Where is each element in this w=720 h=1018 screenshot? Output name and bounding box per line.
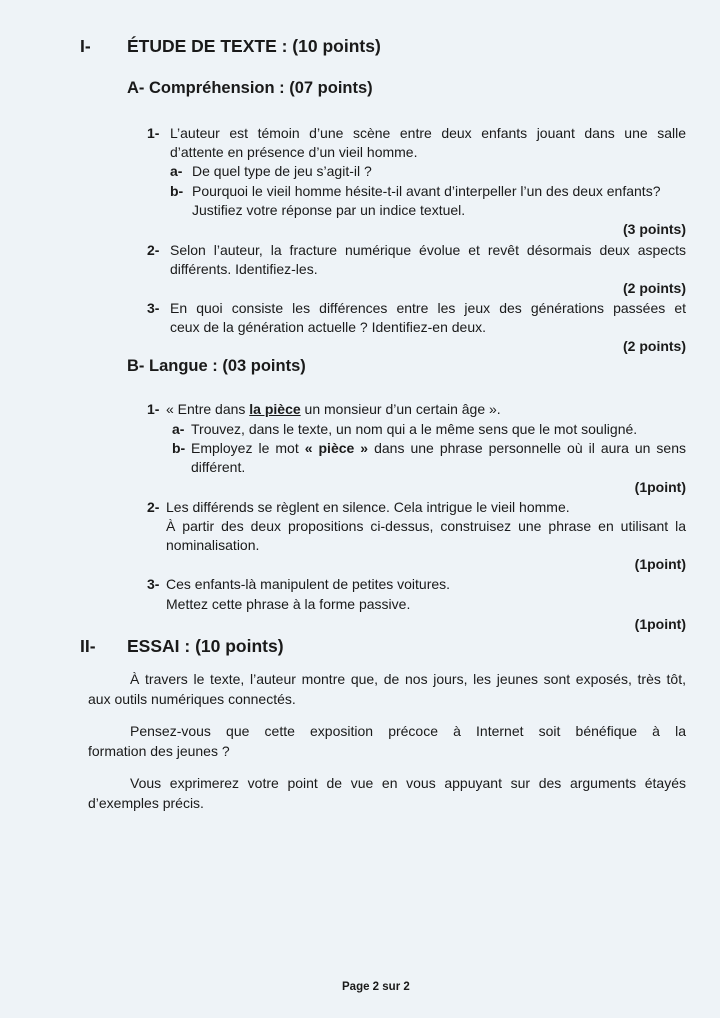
b-q1-quote-underlined: la pièce [249, 401, 301, 417]
b-q3-line1: Ces enfants-là manipulent de petites voitures. [166, 576, 451, 592]
b-q3-line2: Mettez cette phrase à la forme passive. [166, 596, 411, 612]
b-q2-points: (1point) [634, 556, 686, 572]
section1-number: I- [80, 36, 91, 56]
essay-p1-line2: aux outils numériques connectés. [88, 691, 296, 707]
a-q1-line1: L’auteur est témoin d’une scène entre deux enfants jouant dans une salle [170, 125, 686, 141]
a-q1-number: 1- [147, 125, 160, 141]
b-q1-b-pre: Employez le mot [191, 440, 305, 456]
a-q3-points: (2 points) [623, 338, 686, 354]
b-q1-quote-post: un monsieur d’un certain âge ». [300, 401, 501, 417]
b-q1-b-bold: « pièce » [304, 440, 369, 456]
b-q1-quote-pre: « Entre dans [166, 401, 250, 417]
a-q1-a-label: a- [170, 163, 183, 179]
subsection-a-title: A- Compréhension : (07 points) [127, 79, 373, 97]
a-q2-points: (2 points) [623, 280, 686, 296]
b-q3-number: 3- [147, 576, 160, 592]
b-q1-a-label: a- [172, 421, 185, 437]
essay-p3-line1: Vous exprimerez votre point de vue en vous appuyant sur des arguments étayés [130, 775, 686, 791]
a-q1-line2: d’attente en présence d’un vieil homme. [170, 144, 418, 160]
b-q1-b-post: dans une phrase personnelle où il aura un sens [368, 440, 687, 456]
b-q2-line1: Les différends se règlent en silence. Cela intrigue le vieil homme. [166, 499, 570, 515]
essay-p3-line2: d’exemples précis. [88, 795, 204, 811]
b-q1-b-label: b- [172, 440, 186, 456]
a-q1-b-label: b- [170, 183, 184, 199]
b-q2-number: 2- [147, 499, 160, 515]
a-q1-points: (3 points) [623, 221, 686, 237]
b-q2-line3: nominalisation. [166, 537, 260, 553]
a-q1-b-line2: Justifiez votre réponse par un indice textuel. [192, 202, 466, 218]
a-q3-number: 3- [147, 300, 160, 316]
b-q1-a-text: Trouvez, dans le texte, un nom qui a le même sens que le mot souligné. [191, 421, 638, 437]
b-q1-b-line2: différent. [191, 459, 246, 475]
a-q2-line1: Selon l’auteur, la fracture numérique évolue et revêt désormais deux aspects [170, 242, 686, 258]
a-q1-b-line1: Pourquoi le vieil homme hésite-t-il avant d’interpeller l’un des deux enfants? [192, 183, 661, 199]
essay-p1-line1: À travers le texte, l’auteur montre que, de nos jours, les jeunes sont exposés, très tôt, [130, 671, 686, 687]
b-q2-line2: À partir des deux propositions ci-dessus, construisez une phrase en utilisant la [166, 518, 686, 534]
b-q1-points: (1point) [634, 479, 686, 495]
essay-p2-line2: formation des jeunes ? [88, 743, 230, 759]
section2-number: II- [80, 636, 96, 656]
a-q2-number: 2- [147, 242, 160, 258]
section1-title: ÉTUDE DE TEXTE : (10 points) [127, 36, 381, 56]
b-q1-b-line1 [191, 439, 686, 458]
b-q3-points: (1point) [634, 616, 686, 632]
a-q3-line2: ceux de la génération actuelle ? Identifiez-en deux. [170, 319, 486, 335]
subsection-b-title: B- Langue : (03 points) [127, 357, 306, 375]
section2-title: ESSAI : (10 points) [127, 636, 284, 656]
a-q1-a-text: De quel type de jeu s’agit-il ? [192, 163, 372, 179]
b-q1-quote [166, 400, 501, 419]
a-q3-line1: En quoi consiste les différences entre les jeux des générations passées et [170, 300, 686, 316]
page-number: Page 2 sur 2 [342, 981, 410, 993]
b-q1-number: 1- [147, 401, 160, 417]
essay-p2-line1: Pensez-vous que cette exposition précoce à Internet soit bénéfique à la [130, 723, 686, 739]
a-q2-line2: différents. Identifiez-les. [170, 261, 318, 277]
